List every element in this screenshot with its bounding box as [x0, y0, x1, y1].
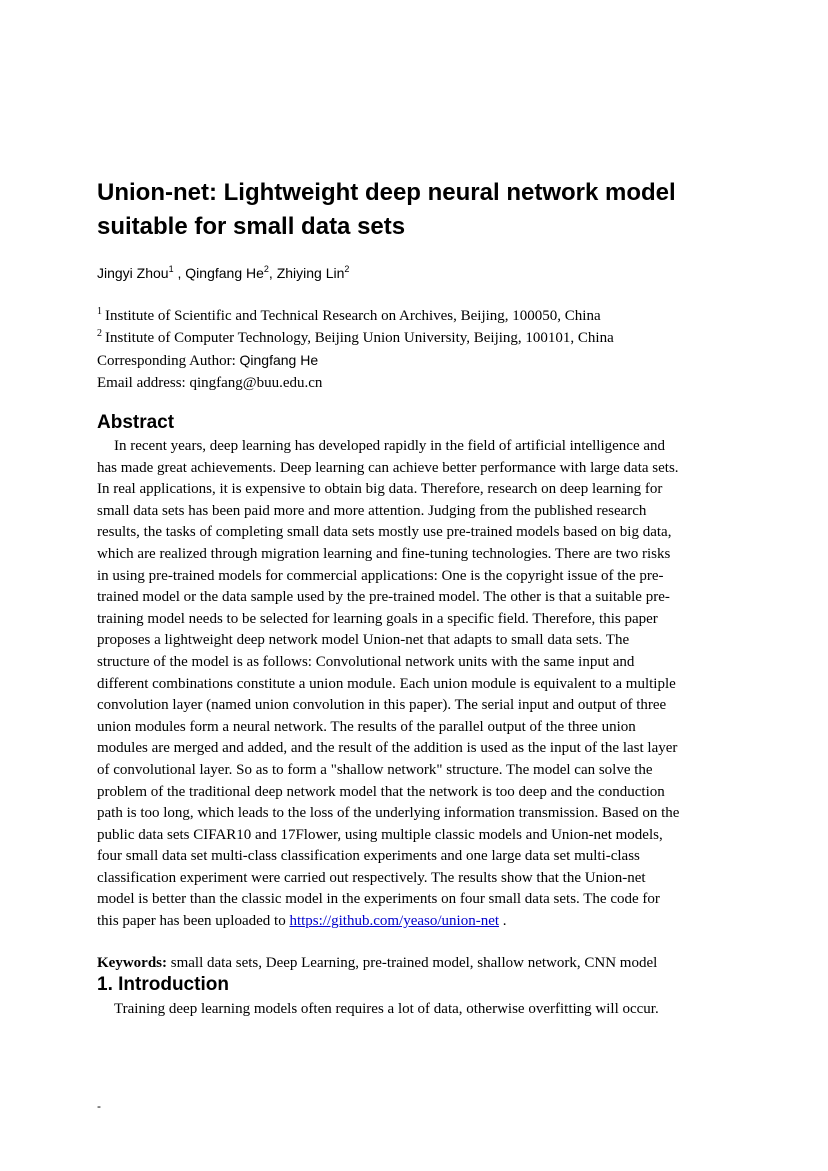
abstract-line: four small data set multi-class classification experiments and one large data set multi-class [97, 848, 640, 865]
affiliation-line [97, 327, 737, 349]
email-label: Email address: [97, 375, 190, 391]
abstract-line: model is better than the classic model in the experiments on four small data sets. The code for [97, 891, 660, 908]
abstract-line: In recent years, deep learning has developed rapidly in the field of artificial intelligence and [114, 438, 666, 454]
corresponding-author [97, 349, 737, 372]
abstract-line: proposes a lightweight deep network model Union-net that adapts to small data sets. The [97, 632, 630, 649]
paper-title [97, 176, 737, 244]
keywords-text: small data sets, Deep Learning, pre-trained model, shallow network, CNN model [167, 955, 658, 971]
affiliation-text: Institute of Computer Technology, Beijing Union University, Beijing, 100101, China [105, 330, 614, 346]
corresponding-author-name: Qingfang He [239, 352, 319, 368]
abstract-line: union modules form a neural network. The results of the parallel output of the three union [97, 718, 636, 735]
author-affiliation-mark: 2 [344, 264, 350, 274]
footer-mark: - [97, 1099, 101, 1113]
abstract-body [97, 436, 737, 933]
author-separator: , [268, 265, 277, 281]
abstract-last-line [97, 911, 737, 933]
affiliation-mark: 2 [97, 328, 102, 339]
abstract-line: in using pre-trained models for commercial applications: One is the copyright issue of the pre- [97, 567, 664, 584]
email-address: qingfang@buu.edu.cn [189, 375, 323, 391]
abstract-line: public data sets CIFAR10 and 17Flower, using multiple classic models and Union-net models, [97, 826, 663, 843]
introduction-first-line: Training deep learning models often requires a lot of data, otherwise overfitting will occur. [114, 1001, 659, 1017]
author-affiliation-mark: 1 [168, 264, 174, 274]
email-line [97, 372, 737, 394]
abstract-line: small data sets has been paid more and more attention. Judging from the published research [97, 502, 647, 519]
abstract-last-line-text: this paper has been uploaded to [97, 913, 290, 930]
abstract-line: In real applications, it is expensive to obtain big data. Therefore, research on deep learning for [97, 481, 663, 498]
author-name: Jingyi Zhou [97, 265, 169, 281]
abstract-line: different combinations constitute a union module. Each union module is equivalent to a multiple [97, 675, 676, 692]
paper-title-line-2: suitable for small data sets [97, 213, 406, 240]
abstract-heading: Abstract [97, 412, 175, 433]
affiliation-line [97, 305, 737, 327]
abstract-line: modules are merged and added, and the result of the addition is used as the input of the last layer [97, 740, 678, 757]
affiliation-mark: 1 [97, 306, 102, 317]
author-list [97, 263, 349, 283]
abstract-line: of convolutional layer. So as to form a "shallow network" structure. The model can solve the [97, 761, 653, 778]
code-repository-link[interactable]: https://github.com/yeaso/union-net [289, 913, 500, 930]
abstract-last-line-end: . [499, 913, 507, 930]
affiliation-block [97, 305, 737, 394]
abstract-line: results, the tasks of completing small data sets mostly use pre-trained models based on big data, [97, 524, 672, 541]
abstract-line: convolution layer (named union convolution in this paper). The serial input and output of three [97, 697, 667, 714]
author-name: Qingfang He [185, 265, 264, 281]
abstract-line: training model needs to be selected for learning goals in a specific field. Therefore, this paper [97, 610, 658, 627]
author-separator: , [173, 265, 186, 281]
abstract-line: structure of the model is as follows: Convolutional network units with the same input and [97, 653, 635, 670]
abstract-line: path is too long, which leads to the loss of the underlying information transmission. Based on the [97, 805, 680, 822]
keywords-label: Keywords: [97, 955, 167, 971]
corresponding-author-label: Corresponding Author: [97, 353, 240, 369]
abstract-line: problem of the traditional deep network model that the network is too deep and the conduction [97, 783, 665, 800]
abstract-line: which are realized through migration learning and fine-tuning technologies. There are two risks [97, 545, 671, 562]
affiliation-text: Institute of Scientific and Technical Research on Archives, Beijing, 100050, China [105, 308, 601, 324]
keywords-line [97, 952, 657, 974]
introduction-heading: 1. Introduction [97, 974, 229, 995]
abstract-line: trained model or the data sample used by the pre-trained model. The other is that a suitable pre- [97, 589, 670, 606]
author-affiliation-mark: 2 [263, 264, 269, 274]
abstract-line: classification experiment were carried out respectively. The results show that the Union-net [97, 869, 646, 886]
paper-title-line-1: Union-net: Lightweight deep neural network model [97, 179, 676, 206]
abstract-line: has made great achievements. Deep learning can achieve better performance with large data sets. [97, 459, 679, 476]
author-name: Zhiying Lin [276, 265, 345, 281]
